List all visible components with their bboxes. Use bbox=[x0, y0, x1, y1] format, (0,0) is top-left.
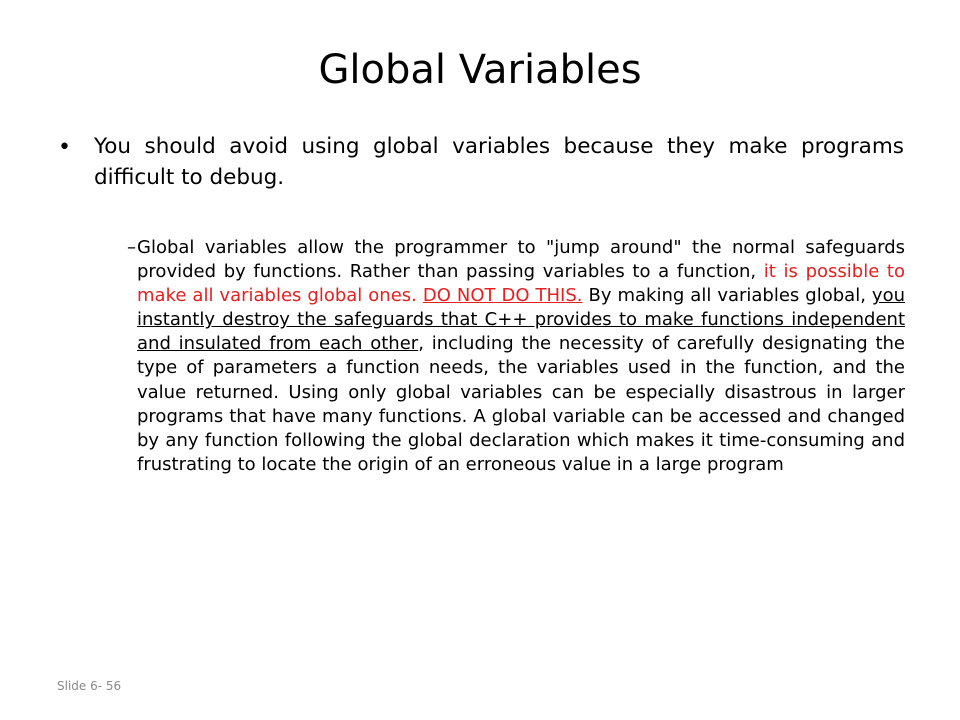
paragraph-text: , including the necessity of carefully designating the type of parameters a function needs, the variables used in the function, and the value returned. Using only global variables can be especially disastrous in larger programs that have many functions. A global variable can be accessed and changed by any function following the global declaration which makes it time-consuming and frustrating to locate the origin of an erroneous value in a large program bbox=[137, 333, 906, 475]
paragraph-text: By making all variables global, bbox=[582, 285, 872, 307]
warning-text: DO NOT DO THIS. bbox=[422, 285, 583, 307]
slide-title: Global Variables bbox=[318, 47, 642, 93]
sub-bullet-marker: – bbox=[127, 237, 136, 258]
underlined-text: you instantly destroy the safeguards that C++ provides to make functions independent and insulated from each other bbox=[137, 285, 905, 355]
bullet-text: You should avoid using global variables because they make programs difficult to debug. bbox=[94, 134, 904, 190]
paragraph-text: Global variables allow the programmer to "jump around" the normal safeguards provided by functions. Rather than passing variables to a function, bbox=[137, 237, 905, 283]
slide-number: Slide 6- 56 bbox=[57, 679, 122, 693]
emphasis-text: it is possible to make all variables global ones. bbox=[137, 261, 906, 307]
sub-bullet-paragraph bbox=[137, 236, 905, 477]
bullet-marker: • bbox=[58, 135, 71, 160]
